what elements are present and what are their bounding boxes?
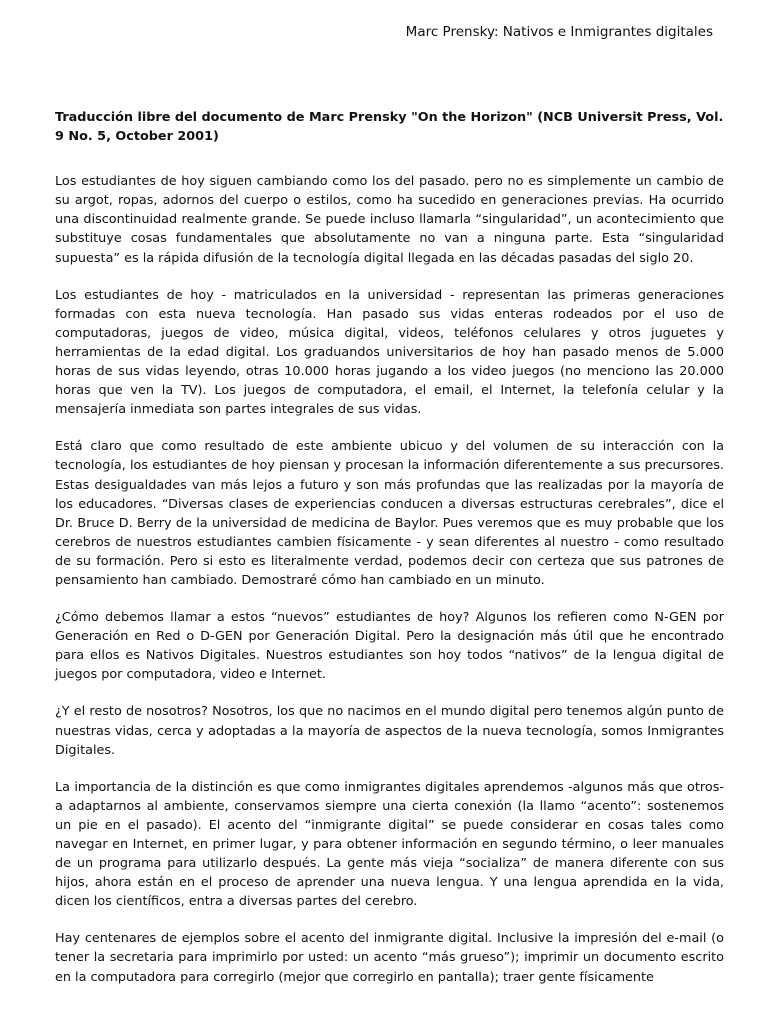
paragraph: Hay centenares de ejemplos sobre el acento del inmigrante digital. Inclusive la impresión del e-mail (o tener la secretaria para imprimirlo por usted: un acento “más grueso”); imprimir un documento escrito en la computadora para corregirlo (mejor que corregirlo en pantalla); traer gente físicamente: [55, 931, 724, 985]
paragraph: ¿Y el resto de nosotros? Nosotros, los que no nacimos en el mundo digital pero tenemos algún punto de nuestras vidas, cerca y adoptadas a la mayoría de aspectos de la nueva tecnología, somos Inmigrantes Digitales.: [55, 704, 724, 758]
running-header: Marc Prensky: Nativos e Inmigrantes digitales: [405, 24, 713, 40]
paragraph: La importancia de la distinción es que como inmigrantes digitales aprendemos -algunos más que otros- a adaptarnos al ambiente, conservamos siempre una cierta conexión (la llamo “acento”: sostenemos un pie en el pasado). El acento del “inmigrante digital” se puede considerar en cosas tales como navegar en Internet, en primer lugar, y para obtener información en segundo término, o leer manuales de un programa para utilizarlo después. La gente más vieja “socializa” de manera diferente con sus hijos, ahora están en el proceso de aprender una nueva lengua. Y una lengua aprendida en la vida, dicen los científicos, entra a diversas partes del cerebro.: [55, 779, 724, 910]
paragraph: Los estudiantes de hoy - matriculados en la universidad - representan las primeras generaciones formadas con esta nueva tecnología. Han pasado sus vidas enteras rodeados por el uso de computadoras, juegos de video, música digital, videos, teléfonos celulares y otros juguetes y herramientas de la edad digital. Los graduandos universitarios de hoy han pasado menos de 5.000 horas de sus vidas leyendo, otras 10.000 horas jugando a los video juegos (no menciono las 20.000 horas que ven la TV). Los juegos de computadora, el email, el Internet, la telefonía celular y la mensajería inmediata son partes integrales de sus vidas.: [55, 287, 724, 418]
paragraph: Los estudiantes de hoy siguen cambiando como los del pasado. pero no es simplemente un cambio de su argot, ropas, adornos del cuerpo o estilos, como ha sucedido en generaciones previas. Ha ocurrido una discontinuidad realmente grande. Se puede incluso llamarla “singularidad”, un acontecimiento que substituye cosas fundamentales que absolutamente no van a ninguna parte. Esta “singularidad supuesta” es la rápida difusión de la tecnología digital llegada en las décadas pasadas del siglo 20.: [55, 174, 724, 266]
paragraph: Está claro que como resultado de este ambiente ubicuo y del volumen de su interacción con la tecnología, los estudiantes de hoy piensan y procesan la información diferentemente a sus precursores. Estas desigualdades van más lejos a futuro y son más profundas que las realizadas por la mayoría de los educadores. “Diversas clases de experiencias conducen a diversas estructuras cerebrales”, dice el Dr. Bruce D. Berry de la universidad de medicina de Baylor. Pues veremos que es muy probable que los cerebros de nuestros estudiantes cambien físicamente - y sean diferentes al nuestro - como resultado de su formación. Pero si esto es literalmente verdad, podemos decir con certeza que sus patrones de pensamiento han cambiado. Demostraré cómo han cambiado en un minuto.: [55, 439, 724, 588]
translation-note: Traducción libre del documento de Marc Prensky "On the Horizon" (NCB Universit Press, Vol. 9 No. 5, October 2001): [55, 110, 724, 145]
paragraph: ¿Cómo debemos llamar a estos “nuevos” estudiantes de hoy? Algunos los refieren como N-GEN por Generación en Red o D-GEN por Generación Digital. Pero la designación más útil que he encontrado para ellos es Nativos Digitales. Nuestros estudiantes son hoy todos “nativos” de la lengua digital de juegos por computadora, video e Internet.: [55, 610, 724, 683]
document-body: [55, 108, 724, 1005]
